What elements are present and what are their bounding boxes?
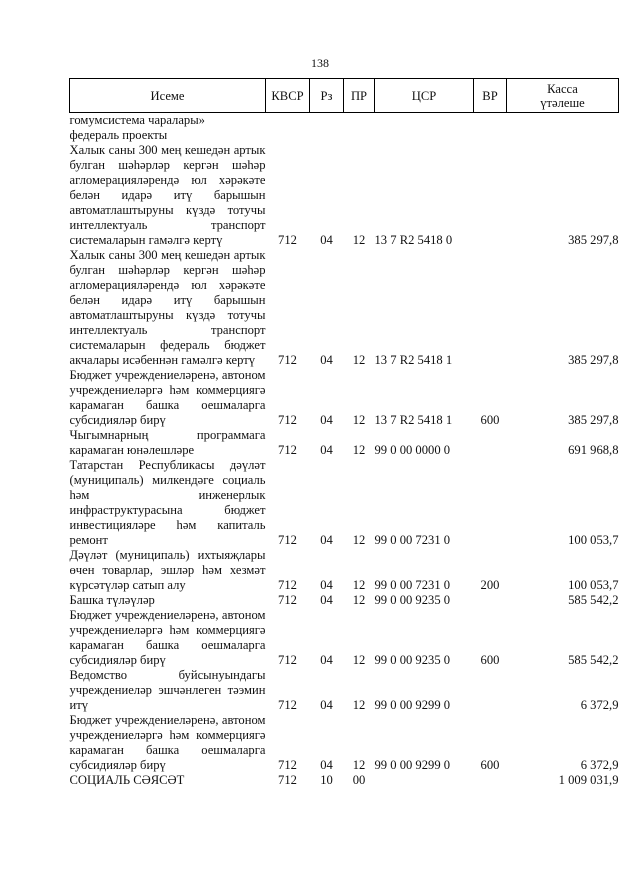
row-rz xyxy=(310,113,344,144)
row-vr xyxy=(474,143,507,248)
row-csr: 99 0 00 0000 0 xyxy=(374,443,451,457)
header-kassa-line2: үтәлеше xyxy=(540,95,585,110)
row-csr: 99 0 00 9299 0 xyxy=(374,698,451,712)
row-kvsr: 712 xyxy=(278,578,297,592)
row-name: Халык саны 300 мең кешедән артык булган шәһәрләр кергән шәһәр агломерацияләрендә юл хәрәкәте белән идарә итү барышын автоматлаштыруны күздә тотучы интеллектуаль транспорт системаларын гамәлгә кертү xyxy=(69,143,266,247)
row-rz: 04 xyxy=(320,233,333,247)
row-kvsr: 712 xyxy=(278,233,297,247)
row-name: Бюджет учреждениеләренә, автоном учреждениеләргә һәм коммерциягә карамаган башка оешмаларга субсидияләр бирү xyxy=(69,713,266,772)
row-csr: 99 0 00 9299 0 xyxy=(374,758,451,772)
row-pr: 12 xyxy=(352,578,366,592)
table-row xyxy=(70,773,619,788)
row-kvsr: 712 xyxy=(278,698,297,712)
row-amount: 1 009 031,9 xyxy=(558,773,619,787)
row-amount: 691 968,8 xyxy=(568,443,619,457)
row-vr xyxy=(474,428,507,458)
row-rz: 04 xyxy=(320,443,333,457)
row-csr: 99 0 00 9235 0 xyxy=(374,653,451,667)
table-row xyxy=(70,548,619,593)
row-kvsr: 712 xyxy=(278,593,297,607)
row-kvsr: 712 xyxy=(278,758,297,772)
page-number: 138 xyxy=(311,56,329,70)
table-row xyxy=(70,668,619,713)
header-csr: ЦСР xyxy=(375,79,474,113)
table-row xyxy=(70,428,619,458)
row-rz: 10 xyxy=(320,773,333,787)
row-vr xyxy=(474,593,507,608)
row-kvsr: 712 xyxy=(278,533,297,547)
row-amount: 585 542,2 xyxy=(568,653,619,667)
row-kvsr: 712 xyxy=(278,653,297,667)
row-pr: 12 xyxy=(352,593,366,607)
row-rz: 04 xyxy=(320,533,333,547)
row-pr: 12 xyxy=(352,443,366,457)
row-name: СОЦИАЛЬ СӘЯСӘТ xyxy=(69,773,185,787)
budget-table xyxy=(69,78,619,788)
row-kvsr: 712 xyxy=(278,773,297,787)
row-pr xyxy=(344,113,375,144)
row-amount: 6 372,9 xyxy=(580,698,619,712)
row-rz: 04 xyxy=(320,758,333,772)
row-vr xyxy=(474,773,507,788)
row-csr: 13 7 R2 5418 0 xyxy=(374,233,453,247)
row-vr xyxy=(474,458,507,548)
header-rz: Рз xyxy=(310,79,344,113)
row-csr xyxy=(375,773,474,788)
row-kvsr xyxy=(266,113,310,144)
table-row xyxy=(70,368,619,428)
row-name: Башка түләүләр xyxy=(69,593,155,607)
row-amount xyxy=(507,113,619,144)
row-name: Халык саны 300 мең кешедән артык булган шәһәрләр кергән шәһәр агломерацияләрендә юл хәрәкәте белән идарә итү барышын автоматлаштыруны күздә тотучы интеллектуаль транспорт системаларын федераль бюджет акчалары исәбеннән гамәлгә кертү xyxy=(69,248,266,367)
row-pr: 12 xyxy=(352,758,366,772)
header-kvsr: КВСР xyxy=(266,79,310,113)
table-row xyxy=(70,458,619,548)
row-vr: 600 xyxy=(480,653,500,667)
row-vr: 600 xyxy=(480,413,500,427)
row-kvsr: 712 xyxy=(278,413,297,427)
row-rz: 04 xyxy=(320,593,333,607)
row-amount: 100 053,7 xyxy=(568,533,619,547)
row-rz: 04 xyxy=(320,578,333,592)
row-name: Бюджет учреждениеләренә, автоном учреждениеләргә һәм коммерциягә карамаган башка оешмаларга субсидияләр бирү xyxy=(69,608,266,667)
row-vr xyxy=(474,668,507,713)
row-amount: 585 542,2 xyxy=(568,593,619,607)
row-name: Татарстан Республикасы дәүләт (муниципаль) милкендәге социаль һәм инженерлык инфраструктурасына бюджет инвестицияләре һәм капиталь ремонт xyxy=(69,458,266,547)
row-vr xyxy=(474,113,507,144)
row-name: Ведомство буйсынуындагы учреждениеләр эшчәнлеген тәэмин итү xyxy=(69,668,266,712)
table-row xyxy=(70,113,619,144)
table-row xyxy=(70,593,619,608)
row-amount: 385 297,8 xyxy=(568,353,619,367)
table-row xyxy=(70,143,619,248)
row-pr: 12 xyxy=(352,413,366,427)
row-rz: 04 xyxy=(320,353,333,367)
row-csr: 99 0 00 7231 0 xyxy=(374,578,451,592)
row-vr: 200 xyxy=(480,578,500,592)
header-kassa xyxy=(507,79,619,113)
row-csr: 13 7 R2 5418 1 xyxy=(374,413,453,427)
row-csr: 99 0 00 7231 0 xyxy=(374,533,451,547)
row-pr: 12 xyxy=(352,353,366,367)
row-kvsr: 712 xyxy=(278,443,297,457)
row-name: Чыгымнарның программага карамаган юнәлешләре xyxy=(69,428,266,457)
header-vr: ВР xyxy=(474,79,507,113)
table-row xyxy=(70,713,619,773)
row-pr: 12 xyxy=(352,233,366,247)
row-kvsr: 712 xyxy=(278,353,297,367)
header-name: Исеме xyxy=(70,79,266,113)
row-pr: 00 xyxy=(352,773,366,787)
table-row xyxy=(70,248,619,368)
row-amount: 385 297,8 xyxy=(568,233,619,247)
row-pr: 12 xyxy=(352,653,366,667)
row-csr: 13 7 R2 5418 1 xyxy=(374,353,453,367)
row-rz: 04 xyxy=(320,698,333,712)
row-pr: 12 xyxy=(352,698,366,712)
row-vr xyxy=(474,248,507,368)
row-csr: 99 0 00 9235 0 xyxy=(374,593,451,607)
row-vr: 600 xyxy=(480,758,500,772)
row-csr xyxy=(375,113,474,144)
row-rz: 04 xyxy=(320,653,333,667)
row-pr: 12 xyxy=(352,533,366,547)
row-amount: 385 297,8 xyxy=(568,413,619,427)
table-row xyxy=(70,608,619,668)
header-pr: ПР xyxy=(344,79,375,113)
header-kassa-line1: Касса xyxy=(547,81,578,96)
row-name: Бюджет учреждениеләренә, автоном учреждениеләргә һәм коммерциягә карамаган башка оешмаларга субсидияләр бирү xyxy=(69,368,266,427)
row-rz: 04 xyxy=(320,413,333,427)
row-amount: 6 372,9 xyxy=(580,758,619,772)
row-name: гомумсистема чаралары» федераль проекты xyxy=(69,113,205,142)
table-header-row xyxy=(70,79,619,113)
row-name: Дәүләт (муниципаль) ихтыяҗлары өчен товарлар, эшләр һәм хезмәт күрсәтүләр сатып алу xyxy=(69,548,266,592)
row-amount: 100 053,7 xyxy=(568,578,619,592)
